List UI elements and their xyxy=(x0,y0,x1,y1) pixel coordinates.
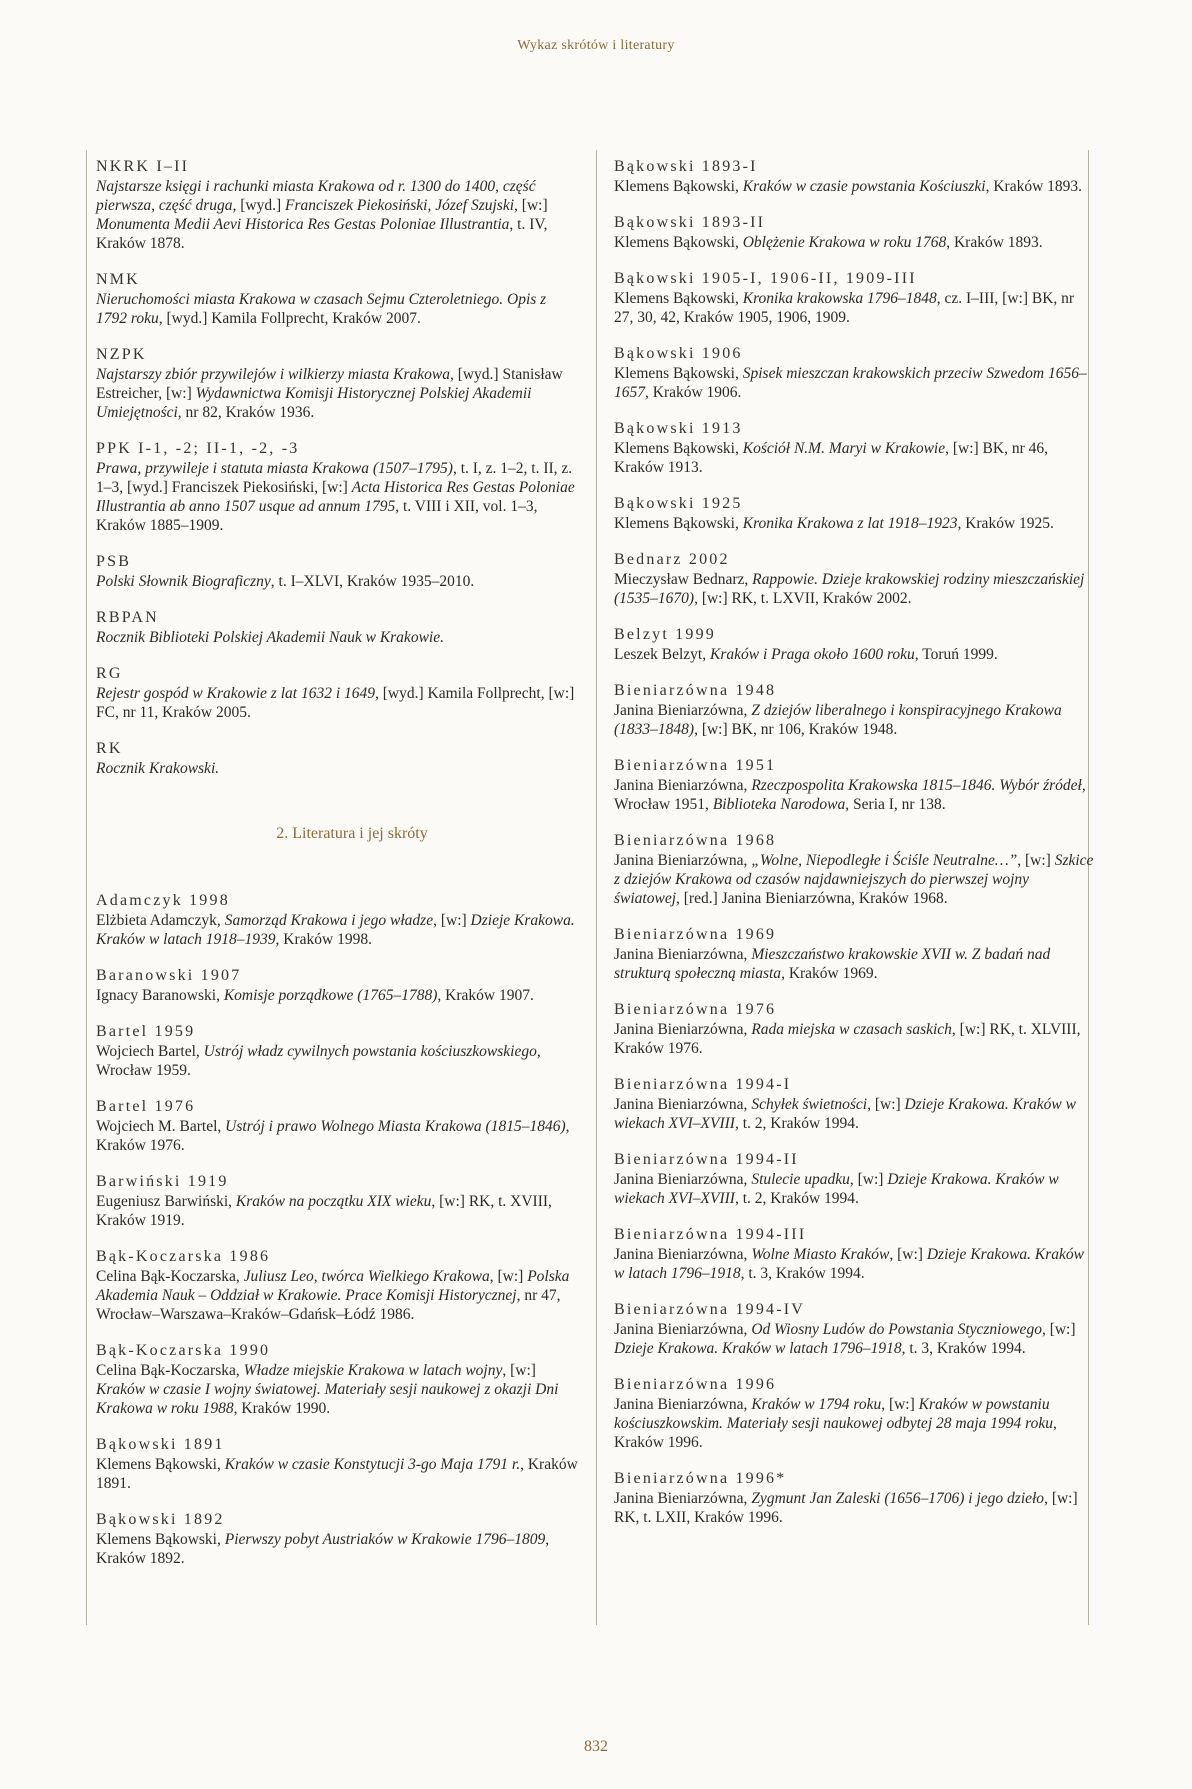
entry-title-italic: Nieruchomości miasta Krakowa w czasach Sejmu Czteroletniego. Opis z 1792 roku, xyxy=(96,291,547,327)
entry-abbreviation: Bąkowski 1892 xyxy=(96,1511,225,1528)
entry-description xyxy=(614,701,1096,739)
bibliography-entry xyxy=(96,1435,578,1493)
entry-text: , Kraków 1907. xyxy=(437,987,534,1004)
bibliography-entry xyxy=(614,1150,1096,1208)
entry-text: [wyd.] Kamila Follprecht, Kraków 2007. xyxy=(162,310,421,327)
entry-text: , [w:] xyxy=(502,1362,536,1379)
entry-text: , Kraków 1893. xyxy=(985,178,1083,195)
entry-title-italic: Dzieje Krakowa. Kraków w wiekach XVI–XVIII xyxy=(614,1171,1059,1207)
entry-description xyxy=(614,945,1096,983)
entry-description xyxy=(614,1320,1096,1358)
entry-title-italic: Kraków w 1794 roku xyxy=(751,1396,882,1413)
entry-title-italic: Kraków w czasie I wojny światowej. Materiały sesji naukowej z okazji Dni Krakowa w roku 1988 xyxy=(96,1381,559,1417)
entry-text: , [w:] xyxy=(849,1171,888,1188)
entry-description xyxy=(614,1395,1096,1452)
bibliography-entry xyxy=(614,419,1096,477)
entry-text: [wyd.] Kamila Follprecht, [w:] FC, nr 11, Kraków 2005. xyxy=(96,685,575,721)
entry-text: , [w:] xyxy=(489,1268,528,1285)
entry-abbreviation: Bartel 1959 xyxy=(96,1023,196,1040)
entry-description xyxy=(614,514,1096,533)
entry-text: , [w:] BK, nr 106, Kraków 1948. xyxy=(694,721,898,738)
entry-description xyxy=(96,1455,578,1493)
entry-title-italic: Mieszczaństwo krakowskie XVII w. Z badań nad strukturą społeczną miasta xyxy=(614,946,1051,982)
entry-title-italic: Oblężenie Krakowa w roku 1768 xyxy=(742,234,947,251)
entry-title-italic: Najstarsze księgi i rachunki miasta Krakowa od r. 1300 do 1400, część pierwsza, część druga, xyxy=(96,178,536,214)
entry-description xyxy=(614,1489,1096,1527)
bibliography-entry xyxy=(96,608,578,647)
bibliography-entry xyxy=(614,831,1096,908)
entry-abbreviation: Bąkowski 1913 xyxy=(614,420,743,437)
entry-abbreviation: Adamczyk 1998 xyxy=(96,892,230,909)
left-column-rule xyxy=(86,150,87,1625)
entry-abbreviation: Bąkowski 1891 xyxy=(96,1436,225,1453)
entry-abbreviation: Bieniarzówna 1994-III xyxy=(614,1226,807,1243)
entry-abbreviation: PPK I-1, -2; II-1, -2, -3 xyxy=(96,440,300,457)
entry-text: Klemens Bąkowski, xyxy=(614,178,743,195)
bibliography-entry xyxy=(96,1247,578,1324)
literature-list-continued xyxy=(614,157,1096,1527)
entry-text: Wojciech M. Bartel, xyxy=(96,1118,226,1135)
column-divider xyxy=(596,150,597,1625)
bibliography-entry xyxy=(96,1341,578,1418)
entry-text: Celina Bąk-Koczarska, xyxy=(96,1362,244,1379)
entry-text: , [w:] xyxy=(1041,1321,1076,1338)
entry-description xyxy=(96,1192,578,1230)
entry-text: , t. 2, Kraków 1994. xyxy=(734,1190,859,1207)
entry-title-italic: Biblioteka Narodowa xyxy=(712,796,846,813)
bibliography-entry xyxy=(614,1375,1096,1452)
entry-text: Janina Bieniarzówna, xyxy=(614,777,752,794)
entry-abbreviation: Bieniarzówna 1951 xyxy=(614,757,777,774)
bibliography-entry xyxy=(614,681,1096,739)
entry-title-italic: Samorząd Krakowa i jego władze xyxy=(224,912,434,929)
entry-text: [wyd.] xyxy=(236,197,286,214)
entry-abbreviation: Bąk-Koczarska 1986 xyxy=(96,1248,271,1265)
bibliography-entry xyxy=(96,1172,578,1230)
entry-title-italic: Ustrój i prawo Wolnego Miasta Krakowa (1815–1846) xyxy=(225,1118,566,1135)
entry-text: Klemens Bąkowski, xyxy=(614,234,743,251)
entry-text: Janina Bieniarzówna, xyxy=(614,1490,752,1507)
entry-abbreviation: RK xyxy=(96,740,123,757)
entry-title-italic: Kraków w powstaniu kościuszkowskim. Materiały sesji naukowej odbytej 28 maja 1994 roku xyxy=(614,1396,1053,1432)
entry-text: , [w:] BK, nr 46, Kraków 1913. xyxy=(614,440,1048,476)
entry-description xyxy=(614,177,1096,196)
entry-title-italic: Kronika Krakowa z lat 1918–1923 xyxy=(742,515,958,532)
entry-text: Klemens Bąkowski, xyxy=(614,440,743,457)
entry-description xyxy=(96,1267,578,1324)
entry-text: , Kraków 1998. xyxy=(275,931,372,948)
entry-text: Leszek Belzyt, xyxy=(614,646,710,663)
entry-abbreviation: Bieniarzówna 1996 xyxy=(614,1376,777,1393)
entry-abbreviation: NMK xyxy=(96,271,140,288)
bibliography-entry xyxy=(96,966,578,1005)
entry-title-italic: Władze miejskie Krakowa w latach wojny xyxy=(243,1362,503,1379)
bibliography-entry xyxy=(614,157,1096,196)
entry-description xyxy=(96,684,578,722)
entry-abbreviation: Bieniarzówna 1994-I xyxy=(614,1076,792,1093)
entry-description xyxy=(614,776,1096,814)
entry-text: Celina Bąk-Koczarska, xyxy=(96,1268,244,1285)
entry-text: , Kraków 1996. xyxy=(614,1415,1057,1451)
entry-title-italic: Najstarszy zbiór przywilejów i wilkierzy miasta Krakowa, xyxy=(96,366,454,383)
entry-text: , [red.] Janina Bieniarzówna, Kraków 1968. xyxy=(676,890,948,907)
entry-abbreviation: Baranowski 1907 xyxy=(96,967,242,984)
bibliography-entry xyxy=(96,1022,578,1080)
entry-abbreviation: Bąkowski 1925 xyxy=(614,495,743,512)
entry-title-italic: Monumenta Medii Aevi Historica Res Gestas Poloniae Illustrantia xyxy=(96,216,510,233)
entry-text: Klemens Bąkowski, xyxy=(614,290,743,307)
bibliography-entry xyxy=(614,756,1096,814)
entry-title-italic: Kościół N.M. Maryi w Krakowie xyxy=(742,440,946,457)
entry-text: , Wrocław 1959. xyxy=(96,1043,541,1079)
entry-title-italic: Juliusz Leo, twórca Wielkiego Krakowa xyxy=(243,1268,490,1285)
entry-text: , t. I, z. 1–2, t. II, z. 1–3, [wyd.] Franciszek Piekosiński, [w:] xyxy=(96,460,573,496)
entry-abbreviation: NKRK I–II xyxy=(96,158,190,175)
entry-text: , [w:] xyxy=(433,912,471,929)
entry-abbreviation: Bieniarzówna 1994-IV xyxy=(614,1301,806,1318)
entry-text: , t. 2, Kraków 1994. xyxy=(734,1115,859,1132)
entry-text: , [w:] RK, t. XLVIII, Kraków 1976. xyxy=(614,1021,1081,1057)
entry-description xyxy=(614,645,1096,664)
entry-description xyxy=(96,911,578,949)
entry-text: , [w:] xyxy=(889,1246,927,1263)
entry-text: Janina Bieniarzówna, xyxy=(614,1096,752,1113)
entry-title-italic: Wolne Miasto Kraków xyxy=(751,1246,890,1263)
entry-description xyxy=(96,459,578,535)
bibliography-entry xyxy=(614,344,1096,402)
entry-title-italic: Dzieje Krakowa. Kraków w latach 1918–1939 xyxy=(96,912,575,948)
entry-text: , Kraków 1891. xyxy=(96,1456,578,1492)
entry-text: , [w:] xyxy=(881,1396,919,1413)
entry-abbreviation: Bieniarzówna 1968 xyxy=(614,832,777,849)
entry-title-italic: Rappowie. Dzieje krakowskiej rodziny mieszczańskiej (1535–1670) xyxy=(614,571,1085,607)
entry-title-italic: Kraków i Praga około 1600 roku xyxy=(709,646,915,663)
entry-description xyxy=(614,851,1096,908)
entry-text: , Seria I, nr 138. xyxy=(845,796,946,813)
entry-description xyxy=(96,1042,578,1080)
entry-description xyxy=(96,1117,578,1155)
entry-text: Janina Bieniarzówna, xyxy=(614,702,752,719)
entry-text: Janina Bieniarzówna, xyxy=(614,1246,752,1263)
entry-title-italic: Pierwszy pobyt Austriaków w Krakowie 1796–1809 xyxy=(224,1531,546,1548)
entry-text: , t. VIII i XII, vol. 1–3, Kraków 1885–1909. xyxy=(96,498,538,534)
bibliography-entry xyxy=(96,345,578,422)
bibliography-entry xyxy=(614,550,1096,608)
entry-text: Klemens Bąkowski, xyxy=(96,1456,225,1473)
bibliography-entry xyxy=(96,739,578,778)
entry-abbreviation: Barwiński 1919 xyxy=(96,1173,229,1190)
entry-description xyxy=(96,290,578,328)
entry-text: Janina Bieniarzówna, xyxy=(614,946,752,963)
entry-title-italic: Kraków na początku XIX wieku xyxy=(235,1193,432,1210)
entry-title-italic: Od Wiosny Ludów do Powstania Styczniowego xyxy=(751,1321,1042,1338)
entry-title-italic: Szkice z dziejów Krakowa od czasów najdawniejszych do pierwszej wojny światowej xyxy=(614,852,1094,907)
entry-description xyxy=(96,986,578,1005)
entry-description xyxy=(96,1530,578,1568)
entry-text: , Kraków 1892. xyxy=(96,1531,550,1567)
entry-title-italic: Rocznik Biblioteki Polskiej Akademii Nauk w Krakowie. xyxy=(96,629,444,646)
entry-title-italic: Ustrój władz cywilnych powstania kościuszkowskiego xyxy=(203,1043,537,1060)
entry-abbreviation: Bąk-Koczarska 1990 xyxy=(96,1342,271,1359)
bibliography-entry xyxy=(614,925,1096,983)
bibliography-entry xyxy=(614,1225,1096,1283)
entry-text: , Kraków 1976. xyxy=(96,1118,570,1154)
entry-text: , Kraków 1990. xyxy=(233,1400,331,1417)
entry-title-italic: Zygmunt Jan Zaleski (1656–1706) i jego dzieło xyxy=(751,1490,1045,1507)
entry-title-italic: Franciszek Piekosiński, Józef Szujski, xyxy=(285,197,518,214)
entry-title-italic: Rzeczpospolita Krakowska 1815–1846. Wybór źródeł xyxy=(751,777,1082,794)
entry-description xyxy=(614,1170,1096,1208)
entry-abbreviation: Bieniarzówna 1994-II xyxy=(614,1151,799,1168)
entry-description xyxy=(96,177,578,253)
entry-text: , [w:] RK, t. LXVII, Kraków 2002. xyxy=(694,590,912,607)
entry-description xyxy=(614,1095,1096,1133)
entry-text: , cz. I–III, [w:] BK, nr 27, 30, 42, Kraków 1905, 1906, 1909. xyxy=(614,290,1075,326)
entry-description xyxy=(614,439,1096,477)
entry-text: , [w:] xyxy=(867,1096,905,1113)
entry-text: Janina Bieniarzówna, xyxy=(614,1171,752,1188)
bibliography-entry xyxy=(614,269,1096,327)
entry-description xyxy=(96,628,578,647)
entry-text: , Kraków 1906. xyxy=(645,384,742,401)
literature-list xyxy=(96,891,578,1568)
entry-text: Janina Bieniarzówna, xyxy=(614,1321,752,1338)
entry-title-italic: Kronika krakowska 1796–1848 xyxy=(742,290,937,307)
entry-abbreviation: Bąkowski 1906 xyxy=(614,345,743,362)
entry-title-italic: Dzieje Krakowa. Kraków w latach 1796–1918 xyxy=(614,1246,1084,1282)
bibliography-entry xyxy=(614,625,1096,664)
entry-text: , nr 47, Wrocław–Warszawa–Kraków–Gdańsk–Łódź 1986. xyxy=(96,1287,561,1323)
entry-abbreviation: Bieniarzówna 1969 xyxy=(614,926,777,943)
entry-description xyxy=(614,1020,1096,1058)
entry-text: , nr 82, Kraków 1936. xyxy=(177,404,315,421)
entry-title-italic: Prawa, przywileje i statuta miasta Krakowa (1507–1795) xyxy=(96,460,453,477)
entry-text: , Kraków 1925. xyxy=(957,515,1054,532)
entry-abbreviation: Bednarz 2002 xyxy=(614,551,730,568)
entry-description xyxy=(614,233,1096,252)
bibliography-entry xyxy=(614,1469,1096,1527)
entry-text: Mieczysław Bednarz, xyxy=(614,571,753,588)
entry-text: , t. 3, Kraków 1994. xyxy=(740,1265,865,1282)
entry-title-italic: Spisek mieszczan krakowskich przeciw Szwedom 1656–1657 xyxy=(614,365,1087,401)
left-column xyxy=(96,157,578,1585)
entry-text: , t. IV, Kraków 1878. xyxy=(96,216,548,252)
section-title: 2. Literatura i jej skróty xyxy=(276,825,428,842)
entry-title-italic: Dzieje Krakowa. Kraków w latach 1796–1918 xyxy=(614,1340,902,1357)
entry-text: Eugeniusz Barwiński, xyxy=(96,1193,236,1210)
bibliography-entry xyxy=(96,552,578,591)
entry-title-italic: Polski Słownik Biograficzny xyxy=(96,573,271,590)
bibliography-entry xyxy=(614,1075,1096,1133)
entry-text: , t. 3, Kraków 1994. xyxy=(901,1340,1026,1357)
entry-abbreviation: Bąkowski 1905-I, 1906-II, 1909-III xyxy=(614,270,917,287)
entry-abbreviation: Bartel 1976 xyxy=(96,1098,196,1115)
bibliography-entry xyxy=(96,1097,578,1155)
bibliography-entry xyxy=(96,1510,578,1568)
entry-text: , t. I–XLVI, Kraków 1935–2010. xyxy=(270,573,475,590)
entry-title-italic: Kraków w czasie powstania Kościuszki xyxy=(742,178,986,195)
entry-abbreviation: RG xyxy=(96,665,123,682)
entry-description xyxy=(96,1361,578,1418)
entry-text: [wyd.] Stanisław Estreicher, [w:] xyxy=(96,366,563,402)
entry-abbreviation: Bąkowski 1893-II xyxy=(614,214,766,231)
bibliography-entry xyxy=(614,213,1096,252)
entry-title-italic: „Wolne, Niepodległe i Ściśle Neutralne…” xyxy=(751,852,1018,869)
entry-description xyxy=(614,289,1096,327)
bibliography-entry xyxy=(96,439,578,535)
abbreviations-list xyxy=(96,157,578,778)
entry-title-italic: Stulecie upadku xyxy=(751,1171,850,1188)
bibliography-entry xyxy=(96,270,578,328)
entry-text: , Kraków 1893. xyxy=(946,234,1043,251)
entry-description xyxy=(96,365,578,422)
entry-text: Wojciech Bartel, xyxy=(96,1043,204,1060)
entry-title-italic: Z dziejów liberalnego i konspiracyjnego Krakowa (1833–1848) xyxy=(614,702,1062,738)
bibliography-entry xyxy=(614,494,1096,533)
entry-text: , [w:] xyxy=(1017,852,1055,869)
entry-text: Janina Bieniarzówna, xyxy=(614,1021,752,1038)
entry-title-italic: Komisje porządkowe (1765–1788) xyxy=(223,987,438,1004)
entry-abbreviation: Bieniarzówna 1976 xyxy=(614,1001,777,1018)
entry-text: Klemens Bąkowski, xyxy=(614,515,743,532)
entry-text: , Toruń 1999. xyxy=(914,646,998,663)
entry-title-italic: Rejestr gospód w Krakowie z lat 1632 i 1649, xyxy=(96,685,379,702)
bibliography-entry xyxy=(96,664,578,722)
running-head: Wykaz skrótów i literatury xyxy=(517,38,675,53)
entry-abbreviation: Bieniarzówna 1996* xyxy=(614,1470,787,1487)
entry-title-italic: Schyłek świetności xyxy=(751,1096,868,1113)
entry-text: Klemens Bąkowski, xyxy=(96,1531,225,1548)
entry-description xyxy=(614,1245,1096,1283)
entry-description xyxy=(96,759,578,778)
entry-title-italic: Kraków w czasie Konstytucji 3-go Maja 1791 r. xyxy=(224,1456,521,1473)
entry-abbreviation: RBPAN xyxy=(96,609,159,626)
entry-text: Klemens Bąkowski, xyxy=(614,365,743,382)
entry-text: Ignacy Baranowski, xyxy=(96,987,224,1004)
entry-abbreviation: Belzyt 1999 xyxy=(614,626,716,643)
entry-text: Elżbieta Adamczyk, xyxy=(96,912,225,929)
entry-text: , Wrocław 1951, xyxy=(614,777,1086,813)
page-number: 832 xyxy=(584,1738,608,1755)
entry-text: [w:] xyxy=(517,197,548,214)
entry-text: , [w:] RK, t. XVIII, Kraków 1919. xyxy=(96,1193,552,1229)
entry-text: Janina Bieniarzówna, xyxy=(614,852,752,869)
entry-title-italic: Rada miejska w czasach saskich xyxy=(751,1021,952,1038)
entry-text: , [w:] RK, t. LXII, Kraków 1996. xyxy=(614,1490,1078,1526)
entry-title-italic: Polska Akademia Nauk – Oddział w Krakowie. Prace Komisji Historycznej xyxy=(96,1268,570,1304)
entry-text: , Kraków 1969. xyxy=(781,965,878,982)
bibliography-entry xyxy=(614,1300,1096,1358)
entry-title-italic: Dzieje Krakowa. Kraków w wiekach XVI–XVIII xyxy=(614,1096,1076,1132)
entry-title-italic: Rocznik Krakowski. xyxy=(96,760,220,777)
entry-text: Janina Bieniarzówna, xyxy=(614,1396,752,1413)
entry-abbreviation: Bąkowski 1893-I xyxy=(614,158,758,175)
entry-abbreviation: PSB xyxy=(96,553,132,570)
entry-title-italic: Acta Historica Res Gestas Poloniae Illustrantia ab anno 1507 usque ad annum 1795 xyxy=(96,479,575,515)
bibliography-entry xyxy=(614,1000,1096,1058)
entry-abbreviation: Bieniarzówna 1948 xyxy=(614,682,777,699)
entry-description xyxy=(614,570,1096,608)
entry-title-italic: Wydawnictwa Komisji Historycznej Polskiej Akademii Umiejętności xyxy=(96,385,532,421)
bibliography-entry xyxy=(96,157,578,253)
entry-description xyxy=(96,572,578,591)
entry-abbreviation: NZPK xyxy=(96,346,147,363)
right-column xyxy=(614,157,1096,1544)
entry-description xyxy=(614,364,1096,402)
bibliography-entry xyxy=(96,891,578,949)
